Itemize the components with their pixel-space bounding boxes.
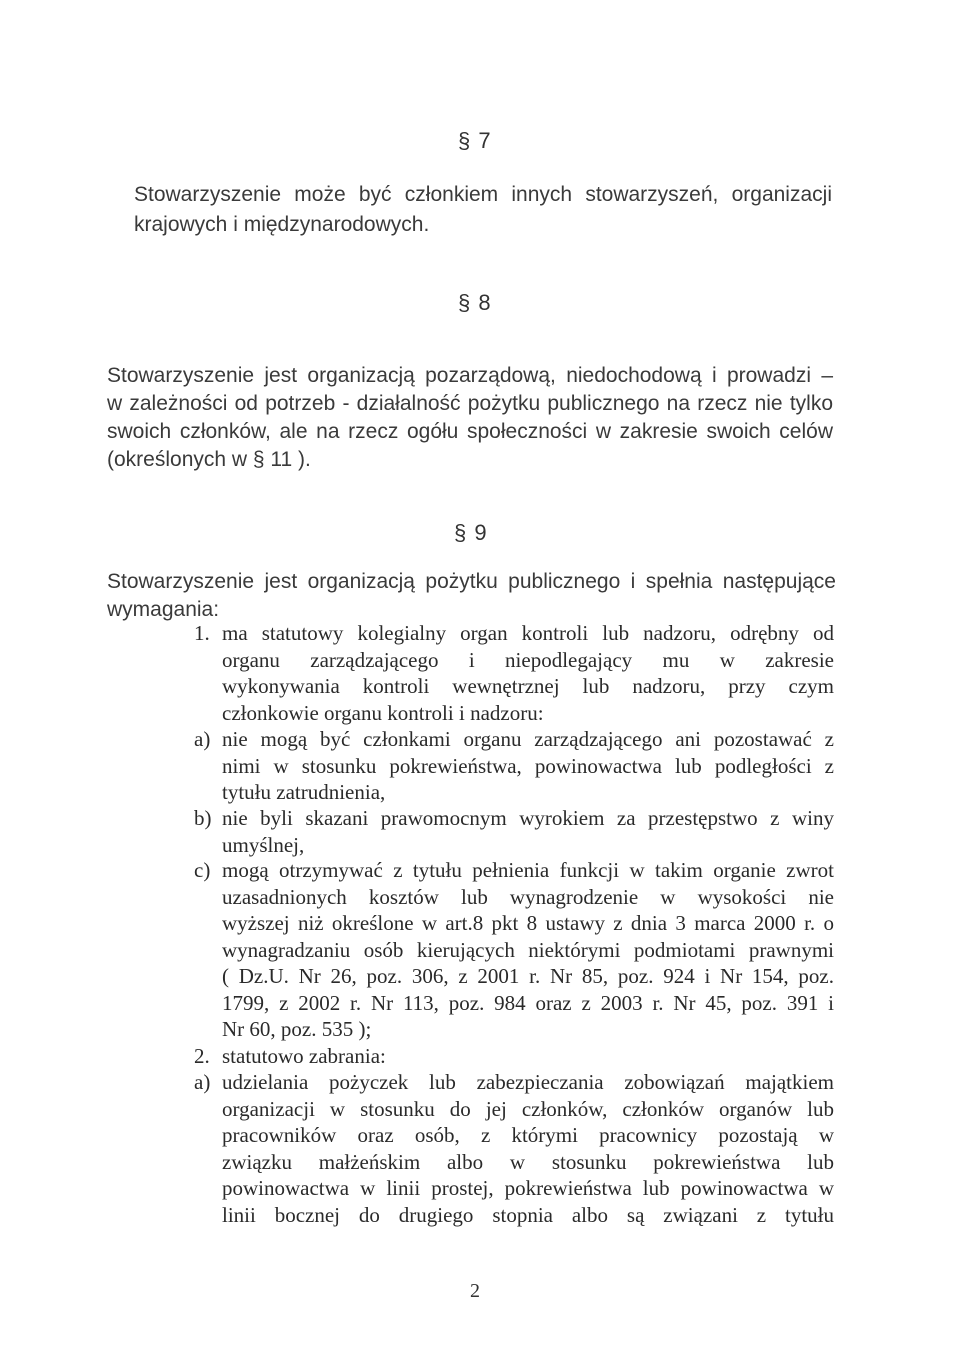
paragraph-line: wymagania: bbox=[107, 598, 220, 621]
requirement-text bbox=[222, 620, 834, 726]
paragraph-line: swoich członków, ale na rzecz ogółu społeczności w zakresie swoich celów bbox=[107, 420, 833, 443]
text-line: związku małżeńskim albo w stosunku pokrewieństwa lub bbox=[222, 1149, 834, 1174]
text-line: organu zarządzającego i niepodlegający mu w zakresie bbox=[222, 647, 834, 672]
text-line: 1799, z 2002 r. Nr 113, poz. 984 oraz z 2003 r. Nr 45, poz. 391 i bbox=[222, 990, 834, 1015]
text-line: udzielania pożyczek lub zabezpieczania zobowiązań majątkiem bbox=[222, 1070, 834, 1094]
text-line: linii bocznej do drugiego stopnia albo są związani z tytułu bbox=[222, 1202, 834, 1227]
paragraph-line: krajowych i międzynarodowych. bbox=[134, 213, 430, 236]
text-line: powinowactwa w linii prostej, pokrewieństwa lub powinowactwa w bbox=[222, 1176, 834, 1200]
text-line: członkowie organu kontroli i nadzoru: bbox=[222, 700, 544, 725]
text-line: pracowników oraz osób, z którymi pracownicy pozostają w bbox=[222, 1123, 834, 1147]
paragraph-line: Stowarzyszenie jest organizacją pozarządową, niedochodową i prowadzi – bbox=[107, 364, 833, 387]
text-line: Nr 60, poz. 535 ); bbox=[222, 1017, 372, 1041]
list-marker: a) bbox=[194, 1070, 211, 1094]
requirement-text bbox=[222, 805, 834, 858]
text-line: ma statutowy kolegialny organ kontroli lub nadzoru, odrębny od bbox=[222, 621, 834, 645]
list-marker: b) bbox=[194, 806, 212, 830]
list-marker: 2. bbox=[194, 1044, 210, 1068]
paragraph-line: (określonych w § 11 ). bbox=[107, 448, 311, 471]
requirement-text bbox=[222, 1069, 834, 1228]
text-line: nie byli skazani prawomocnym wyrokiem za przestępstwo z winy bbox=[222, 806, 834, 830]
section-9-paragraph bbox=[107, 568, 836, 624]
list-marker: a) bbox=[194, 727, 211, 751]
requirement-text bbox=[222, 726, 834, 806]
text-line: organizacji w stosunku do jej członków, członków organów lub bbox=[222, 1096, 834, 1121]
text-line: umyślnej, bbox=[222, 832, 305, 857]
section-9-heading: § 9 bbox=[454, 520, 488, 545]
requirement-text bbox=[222, 1043, 834, 1070]
list-marker: c) bbox=[194, 858, 211, 882]
text-line: mogą otrzymywać z tytułu pełnienia funkcji w takim organie zwrot bbox=[222, 858, 834, 882]
text-line: wykonywania kontroli wewnętrznej lub nadzoru, przy czym bbox=[222, 674, 834, 698]
section-8-paragraph bbox=[107, 362, 833, 474]
section-7-heading: § 7 bbox=[458, 128, 492, 153]
text-line: ( Dz.U. Nr 26, poz. 306, z 2001 r. Nr 85, poz. 924 i Nr 154, poz. bbox=[222, 964, 834, 988]
paragraph-line: Stowarzyszenie jest organizacją pożytku publicznego i spełnia następujące bbox=[107, 570, 836, 593]
text-line: nie mogą być członkami organu zarządzającego ani pozostawać z bbox=[222, 727, 834, 751]
text-line: uzasadnionych kosztów lub wynagrodzenie w wysokości nie bbox=[222, 884, 834, 909]
paragraph-line: Stowarzyszenie może być członkiem innych stowarzyszeń, organizacji bbox=[134, 183, 832, 206]
requirement-text bbox=[222, 857, 834, 1043]
paragraph-line: w zależności od potrzeb - działalność pożytku publicznego na rzecz nie tylko bbox=[107, 392, 833, 415]
list-marker: 1. bbox=[194, 621, 210, 645]
text-line: statutowo zabrania: bbox=[222, 1044, 386, 1068]
text-line: nimi w stosunku pokrewieństwa, powinowactwa lub podległości z bbox=[222, 753, 834, 778]
section-8-heading: § 8 bbox=[458, 290, 492, 315]
text-line: tytułu zatrudnienia, bbox=[222, 780, 386, 804]
text-line: wyższej niż określone w art.8 pkt 8 ustawy z dnia 3 marca 2000 r. o bbox=[222, 911, 834, 935]
section-7-paragraph bbox=[134, 180, 832, 240]
text-line: wynagradzaniu osób kierujących niektórymi podmiotami prawnymi bbox=[222, 937, 834, 962]
page-number: 2 bbox=[470, 1280, 480, 1302]
